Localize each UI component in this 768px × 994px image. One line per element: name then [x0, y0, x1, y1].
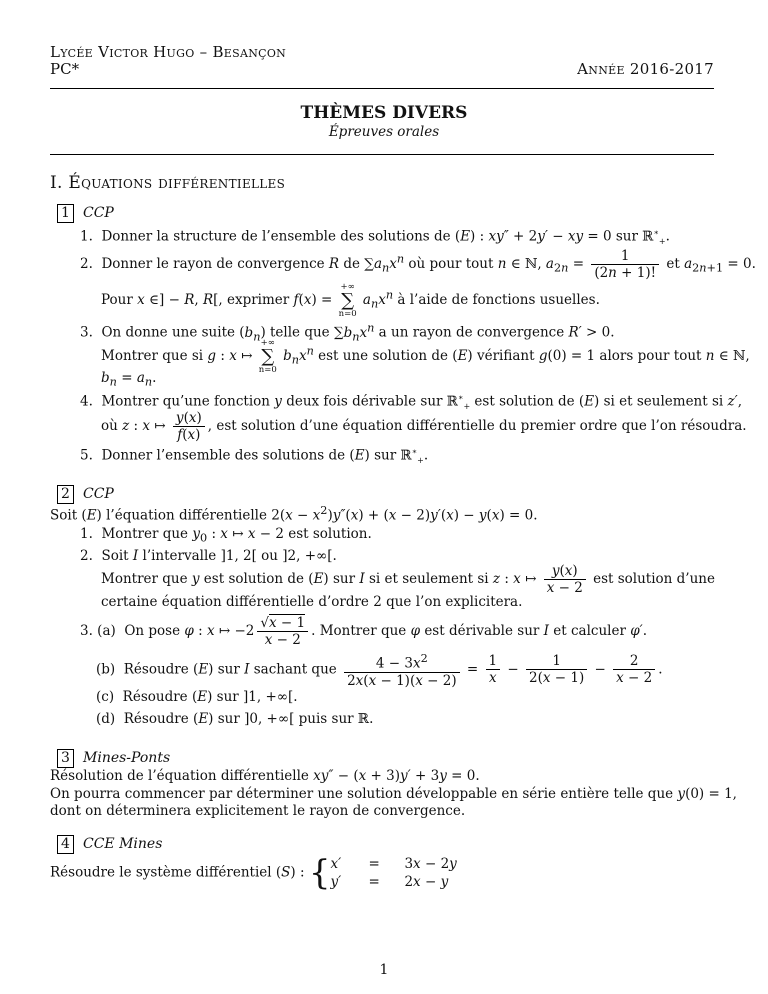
ex3-statement-3: dont on déterminera explicitement le rayon de convergence.	[50, 803, 466, 819]
ex2-question-3c: (c) Résoudre (E) sur ]1, +∞[.	[96, 689, 298, 705]
ex3-statement-2: On pourra commencer par déterminer une solution développable en série entière telle que y(0) = 1,	[50, 786, 737, 802]
class-name: PC*	[50, 60, 80, 78]
ex1-question-1: 1. Donner la structure de l’ensemble des solutions de (E) : xy″ + 2y′ − xy = 0 sur ℝ∗$_+$.	[80, 228, 670, 247]
ex1-question-3c: $b_n = a_n$.	[101, 370, 157, 389]
ex2-statement: Soit (E) l’équation différentielle $2(x - x^2)y''(x) + (x - 2)y'(x) - y(x) = 0$.	[50, 504, 538, 524]
school-name: Lycée Victor Hugo – Besançon	[50, 43, 287, 61]
header-rule	[50, 88, 714, 89]
exercise-3-header	[57, 749, 170, 768]
ex2-question-1: 1. Montrer que $y_0$ : x ↦ x − 2 est solution.	[80, 526, 372, 545]
ex1-question-2: 2. Donner le rayon de convergence R de $\sum a_nx^n$ où pour tout n ∈ ℕ, $a_{2n}$ = $\frac{1}{(2n + 1)!}$ et $a_{2n+1} = 0$.	[80, 248, 756, 281]
exercise-1-header	[57, 204, 114, 223]
exercise-source: CCE Mines	[83, 836, 163, 852]
ex1-question-4b: où z : x ↦ $\frac{y(x)}{f(x)}$ , est solution d’une équation différentielle du premier ordre que l’on résoudra.	[101, 410, 747, 443]
ex2-question-3d: (d) Résoudre (E) sur ]0, +∞[ puis sur ℝ.	[96, 711, 374, 727]
ex2-question-3a: 3. (a) On pose φ : x ↦ −2 $\frac{√x - 1}{x - 2}$ . Montrer que φ est dérivable sur I et calculer φ′.	[80, 615, 648, 648]
school-year: Année 2016-2017	[577, 60, 714, 78]
ex2-question-2: 2. Soit I l’intervalle ]1, 2[ ou ]2, +∞[.	[80, 548, 337, 564]
exercise-source: CCP	[83, 486, 114, 502]
exercise-source: CCP	[83, 205, 114, 221]
ex2-question-2c: certaine équation différentielle d’ordre 2 que l’on explicitera.	[101, 594, 523, 610]
ex3-statement-1: Résolution de l’équation différentielle xy″ − (x + 3)y′ + 3y = 0.	[50, 768, 480, 784]
ex1-question-5: 5. Donner l’ensemble des solutions de (E) sur ℝ∗$_+$.	[80, 447, 429, 466]
exercise-2-header	[57, 485, 114, 504]
exercise-number: 2	[57, 485, 74, 504]
document-subtitle: Épreuves orales	[328, 124, 440, 140]
page-number: 1	[379, 962, 389, 978]
ex4-statement: Résoudre le système différentiel (S) : {x′ = 3x − 2y y′ = 2x − y	[50, 853, 457, 893]
exercise-4-header	[57, 835, 162, 854]
ex1-question-2b: Pour x ∈] − R, R[, exprimer f(x) = +∞ ∑ n=0 $a_nx^n$ à l’aide de fonctions usuelles.	[101, 282, 600, 319]
document-title: THÈMES DIVERS	[300, 103, 468, 123]
ex2-question-3b: (b) Résoudre (E) sur I sachant que $\frac{4 - 3x^2}{2x(x - 1)(x - 2)}$ = $\frac{1}{x}$ − $\frac{1}{2(x - 1)}$ − $\frac{2}{x - 2}$ .	[96, 652, 663, 689]
section-heading: I. Équations différentielles	[50, 173, 286, 193]
exercise-number: 3	[57, 749, 74, 768]
ex1-question-3: 3. On donne une suite $(b_n)$ telle que $\sum b_nx^n$ a un rayon de convergence R′ > 0.	[80, 321, 615, 344]
ex1-question-3b: Montrer que si g : x ↦ +∞ ∑ n=0 $b_nx^n$ est une solution de (E) vérifiant g(0) = 1 alors pour tout n ∈ ℕ,	[101, 338, 750, 375]
exercise-number: 1	[57, 204, 74, 223]
ex1-question-4: 4. Montrer qu’une fonction y deux fois dérivable sur ℝ∗$_+$ est solution de (E) si et seulement si z′,	[80, 393, 742, 412]
exercise-number: 4	[57, 835, 74, 854]
ex2-question-2b: Montrer que y est solution de (E) sur I si et seulement si z : x ↦ $\frac{y(x)}{x - 2}$ est solution d’une	[101, 563, 715, 596]
exercise-source: Mines-Ponts	[83, 750, 171, 766]
title-rule	[50, 154, 714, 155]
